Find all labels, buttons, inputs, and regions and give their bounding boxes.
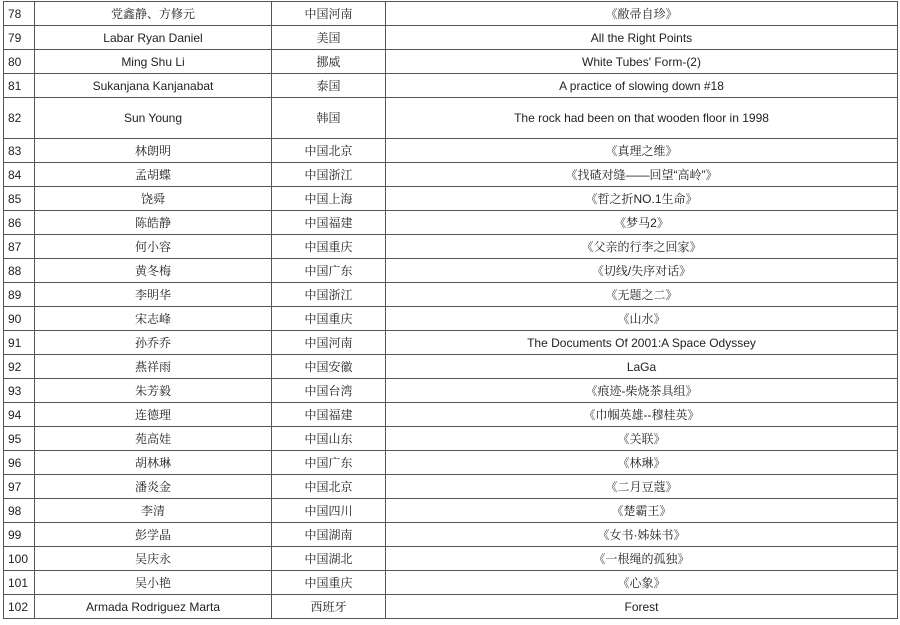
table-row xyxy=(4,475,898,499)
artwork-title-cell: 《找碴对缝——回望“高岭”》 xyxy=(386,163,898,187)
entry-number-cell: 99 xyxy=(4,523,35,547)
artwork-title-cell: 《一根绳的孤独》 xyxy=(386,547,898,571)
artwork-title-cell: 《敝帚自珍》 xyxy=(386,2,898,26)
artist-name-cell: 吴庆永 xyxy=(35,547,272,571)
artist-name-cell: Sun Young xyxy=(35,98,272,139)
table-row xyxy=(4,283,898,307)
region-cell: 中国河南 xyxy=(272,2,386,26)
table-row xyxy=(4,259,898,283)
region-cell: 美国 xyxy=(272,26,386,50)
artwork-title-cell: 《真理之维》 xyxy=(386,139,898,163)
artist-name-cell: 林朗明 xyxy=(35,139,272,163)
table-row xyxy=(4,331,898,355)
entry-number-cell: 97 xyxy=(4,475,35,499)
region-cell: 中国安徽 xyxy=(272,355,386,379)
artist-name-cell: 燕祥雨 xyxy=(35,355,272,379)
artwork-title-cell: The rock had been on that wooden floor in 1998 xyxy=(386,98,898,139)
region-cell: 中国北京 xyxy=(272,139,386,163)
artwork-title-cell: 《痕迹-柴烧茶具组》 xyxy=(386,379,898,403)
artist-table xyxy=(3,1,898,619)
artwork-title-cell: 《二月豆蔻》 xyxy=(386,475,898,499)
entry-number-cell: 100 xyxy=(4,547,35,571)
entry-number-cell: 98 xyxy=(4,499,35,523)
artist-name-cell: 苑高娃 xyxy=(35,427,272,451)
entry-number-cell: 91 xyxy=(4,331,35,355)
artwork-title-cell: 《关联》 xyxy=(386,427,898,451)
artwork-title-cell: 《无题之二》 xyxy=(386,283,898,307)
entry-number-cell: 88 xyxy=(4,259,35,283)
artist-name-cell: 饶舜 xyxy=(35,187,272,211)
artwork-title-cell: 《林琳》 xyxy=(386,451,898,475)
entry-number-cell: 83 xyxy=(4,139,35,163)
artwork-title-cell: 《梦马2》 xyxy=(386,211,898,235)
region-cell: 中国河南 xyxy=(272,331,386,355)
entry-number-cell: 87 xyxy=(4,235,35,259)
table-row xyxy=(4,499,898,523)
artist-name-cell: Sukanjana Kanjanabat xyxy=(35,74,272,98)
artist-name-cell: 陈皓静 xyxy=(35,211,272,235)
region-cell: 中国重庆 xyxy=(272,571,386,595)
table-row xyxy=(4,26,898,50)
region-cell: 中国北京 xyxy=(272,475,386,499)
table-row xyxy=(4,571,898,595)
artwork-title-cell: LaGa xyxy=(386,355,898,379)
table-row xyxy=(4,523,898,547)
region-cell: 中国广东 xyxy=(272,451,386,475)
entry-number-cell: 94 xyxy=(4,403,35,427)
entry-number-cell: 81 xyxy=(4,74,35,98)
table-row xyxy=(4,235,898,259)
artist-name-cell: 连德理 xyxy=(35,403,272,427)
artwork-title-cell: White Tubes' Form-(2) xyxy=(386,50,898,74)
region-cell: 挪威 xyxy=(272,50,386,74)
table-row xyxy=(4,74,898,98)
artwork-title-cell: 《切线/失序对话》 xyxy=(386,259,898,283)
artist-table-body xyxy=(4,2,898,619)
artist-name-cell: 胡林琳 xyxy=(35,451,272,475)
region-cell: 中国广东 xyxy=(272,259,386,283)
entry-number-cell: 80 xyxy=(4,50,35,74)
artist-name-cell: 孟胡蝶 xyxy=(35,163,272,187)
artist-name-cell: 朱芳毅 xyxy=(35,379,272,403)
region-cell: 中国山东 xyxy=(272,427,386,451)
table-row xyxy=(4,547,898,571)
region-cell: 中国湖南 xyxy=(272,523,386,547)
table-row xyxy=(4,427,898,451)
table-row xyxy=(4,2,898,26)
table-row xyxy=(4,50,898,74)
table-row xyxy=(4,307,898,331)
artist-name-cell: 孙乔乔 xyxy=(35,331,272,355)
entry-number-cell: 86 xyxy=(4,211,35,235)
entry-number-cell: 90 xyxy=(4,307,35,331)
entry-number-cell: 84 xyxy=(4,163,35,187)
artwork-title-cell: 《心象》 xyxy=(386,571,898,595)
artist-name-cell: Labar Ryan Daniel xyxy=(35,26,272,50)
artwork-title-cell: Forest xyxy=(386,595,898,619)
artist-name-cell: 吴小艳 xyxy=(35,571,272,595)
table-row xyxy=(4,379,898,403)
artist-name-cell: 黄冬梅 xyxy=(35,259,272,283)
entry-number-cell: 102 xyxy=(4,595,35,619)
artwork-title-cell: All the Right Points xyxy=(386,26,898,50)
region-cell: 中国湖北 xyxy=(272,547,386,571)
artist-name-cell: 宋志峰 xyxy=(35,307,272,331)
entry-number-cell: 85 xyxy=(4,187,35,211)
region-cell: 中国重庆 xyxy=(272,307,386,331)
entry-number-cell: 101 xyxy=(4,571,35,595)
region-cell: 中国浙江 xyxy=(272,283,386,307)
region-cell: 中国台湾 xyxy=(272,379,386,403)
artwork-title-cell: 《楚霸王》 xyxy=(386,499,898,523)
table-row xyxy=(4,355,898,379)
table-row xyxy=(4,403,898,427)
region-cell: 中国重庆 xyxy=(272,235,386,259)
region-cell: 泰国 xyxy=(272,74,386,98)
artwork-title-cell: The Documents Of 2001:A Space Odyssey xyxy=(386,331,898,355)
artwork-title-cell: 《山水》 xyxy=(386,307,898,331)
region-cell: 中国四川 xyxy=(272,499,386,523)
table-row xyxy=(4,451,898,475)
entry-number-cell: 79 xyxy=(4,26,35,50)
entry-number-cell: 89 xyxy=(4,283,35,307)
artist-name-cell: 何小容 xyxy=(35,235,272,259)
artist-name-cell: 党鑫静、方修元 xyxy=(35,2,272,26)
table-row xyxy=(4,139,898,163)
region-cell: 中国福建 xyxy=(272,403,386,427)
table-row xyxy=(4,595,898,619)
artist-name-cell: 潘炎金 xyxy=(35,475,272,499)
artist-name-cell: 彭学晶 xyxy=(35,523,272,547)
entry-number-cell: 92 xyxy=(4,355,35,379)
artwork-title-cell: 《女书·姊妹书》 xyxy=(386,523,898,547)
artwork-title-cell: 《巾帼英雄--穆桂英》 xyxy=(386,403,898,427)
entry-number-cell: 82 xyxy=(4,98,35,139)
entry-number-cell: 93 xyxy=(4,379,35,403)
artist-name-cell: 李清 xyxy=(35,499,272,523)
region-cell: 中国福建 xyxy=(272,211,386,235)
region-cell: 韩国 xyxy=(272,98,386,139)
entry-number-cell: 95 xyxy=(4,427,35,451)
table-row xyxy=(4,211,898,235)
entry-number-cell: 78 xyxy=(4,2,35,26)
table-row xyxy=(4,163,898,187)
artist-name-cell: Ming Shu Li xyxy=(35,50,272,74)
region-cell: 中国浙江 xyxy=(272,163,386,187)
artwork-title-cell: 《父亲的行李之回家》 xyxy=(386,235,898,259)
artwork-title-cell: A practice of slowing down #18 xyxy=(386,74,898,98)
artist-name-cell: 李明华 xyxy=(35,283,272,307)
table-row xyxy=(4,187,898,211)
artwork-title-cell: 《哲之折NO.1生命》 xyxy=(386,187,898,211)
region-cell: 西班牙 xyxy=(272,595,386,619)
region-cell: 中国上海 xyxy=(272,187,386,211)
artist-name-cell: Armada Rodriguez Marta xyxy=(35,595,272,619)
entry-number-cell: 96 xyxy=(4,451,35,475)
table-row xyxy=(4,98,898,139)
